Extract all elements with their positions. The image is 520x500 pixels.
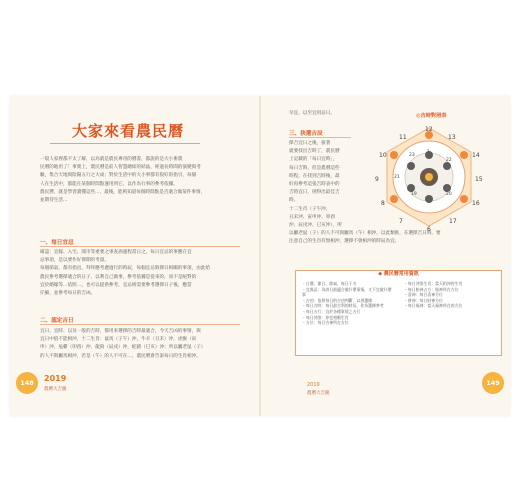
info-item: ・每日胎神占方：胎神所在方位 bbox=[404, 286, 459, 292]
body-line: 吉時宜日，則得出最佳吉 bbox=[289, 190, 340, 196]
info-item: ・日曆、節日、節氣、每日干支 bbox=[302, 281, 357, 286]
intro-line: 民曆的地用了！事實上，農民曆是前人智慧總結的結晶，經過長時間的演變與考 bbox=[40, 165, 201, 171]
body-line: 農民參考選擇適合的日子，以利自己做事，參考依據是從來的，而不是絕對的 bbox=[40, 274, 197, 280]
dial-inner-number: 20 bbox=[446, 192, 452, 197]
dial-sun-icon bbox=[425, 173, 433, 181]
dial-number: 12 bbox=[425, 126, 433, 133]
info-item: ・每日五行：宜於各種事情之五行 bbox=[302, 308, 361, 314]
info-box-title: ◆ 農民曆常用資訊 bbox=[378, 271, 419, 277]
body-line: 宜日中值不能相沖，十二生肖：鼠馬（子午）沖，牛羊（丑未）沖，虎猴（寅 bbox=[40, 337, 197, 343]
year-logo: 2019 bbox=[44, 374, 67, 383]
body-line: 申）沖，兔雞（卯酉）沖，龍狗（辰戌）沖，蛇豬（巳亥）沖；所以屬老鼠（子） bbox=[40, 345, 206, 351]
info-item: ・方位：每日吉神所在方位 bbox=[302, 320, 349, 326]
zodiac-icon bbox=[407, 184, 415, 192]
title-divider bbox=[50, 143, 200, 144]
intro-line: 農民曆，就是學習讀懂這些...，最後，能夠知道每個時間點是否適合做某件事情， bbox=[40, 189, 206, 195]
zodiac-icon bbox=[443, 184, 451, 192]
info-item: ・每日沖煞：沖犯相衝生肖 bbox=[302, 314, 349, 320]
section-heading: 二、認定吉日 bbox=[40, 318, 74, 324]
intro-paragraph bbox=[40, 156, 245, 205]
footer-year: 2019 bbox=[307, 382, 320, 388]
info-item: ・每日福神：當天福神所在的方位 bbox=[404, 303, 463, 309]
dial-inner-number: 19 bbox=[411, 192, 417, 197]
hour-dot bbox=[390, 151, 398, 159]
intro-line: 並期待生活... bbox=[40, 198, 68, 204]
body-line: 丑未沖、寅申沖、卯酉 bbox=[289, 214, 335, 220]
section-body bbox=[40, 328, 245, 361]
info-list-left bbox=[302, 281, 394, 326]
body-line: 注意自己的生肖有無相沖，選擇不會相沖的時辰為宜。 bbox=[289, 239, 400, 245]
section-heading: 三、抉選吉辰 bbox=[289, 131, 323, 137]
left-page bbox=[10, 96, 259, 416]
info-item: ・喜神：每日喜神方位 bbox=[404, 292, 443, 298]
intro-line: 一般人家裡都不太了解，以為就是農民專用的曆書，都說的是大小術農 bbox=[40, 157, 183, 162]
right-page bbox=[261, 96, 510, 416]
info-item: ・財神：每日財神方位 bbox=[404, 297, 443, 303]
body-line: 每個節氣，都有指出，拜拜應考慮過行的時辰，每個宜忌與擇日相關的事項，由此給 bbox=[40, 266, 210, 272]
dial-inner-number: 21 bbox=[394, 175, 400, 180]
zodiac-icon bbox=[443, 162, 451, 170]
page-title: 大家來看農民曆 bbox=[72, 122, 185, 140]
body-line: 確認：宜嫁、入宅、開市等重要之事查詢運程當日之，每日宜忌的事應在宜 bbox=[40, 250, 192, 255]
section-divider bbox=[289, 137, 351, 138]
intro-line: 驗，集合天地與陰陽五行之大成；對於生活中的大小事都有很好的指引，每個 bbox=[40, 173, 197, 179]
chart-title: ◎吉時對照表 bbox=[416, 113, 447, 119]
hour-dot bbox=[390, 195, 398, 203]
zodiac-icon bbox=[407, 162, 415, 170]
body-line: 十二生肖（子午沖、 bbox=[289, 206, 331, 212]
intro-line: 人在生活中，都能在某個時間點運用到它，以作為行事的參考依據。 bbox=[40, 181, 178, 187]
info-list-right bbox=[404, 281, 496, 309]
info-item: ・宜與忌：為該日最適合做什麼事情，又不宜做什麼事 bbox=[302, 286, 392, 298]
dial-number: 6 bbox=[427, 226, 431, 233]
dial-number: 11 bbox=[399, 134, 407, 141]
dial-number: 15 bbox=[475, 176, 483, 183]
body-line: 以屬老鼠（子）的人不可與屬馬（午）相沖，以此類推，在選擇吉日時，要 bbox=[289, 231, 441, 237]
dial-inner-number: 23 bbox=[409, 153, 415, 158]
hour-dot bbox=[460, 151, 468, 159]
body-line: 上記載的「每日宜時」， bbox=[289, 157, 338, 163]
info-item: ・吉凶：依照每日的吉凶判斷，以供選擇 bbox=[302, 297, 373, 303]
section-body bbox=[40, 249, 245, 298]
body-line: 時。 bbox=[289, 198, 299, 204]
body-line: 的人不與屬馬相沖，若是（午）的人不可在…，農民曆會告訴每日的生肖相沖。 bbox=[40, 353, 201, 359]
year-logo-subtitle: 農曆大吉慶 bbox=[44, 387, 67, 392]
dial-number: 16 bbox=[472, 200, 480, 207]
body-line: 好再參考這張吉時表中的 bbox=[289, 182, 340, 188]
section-divider bbox=[40, 324, 240, 325]
dial-number: 9 bbox=[375, 176, 379, 183]
body-line: 就要找出吉時了，農民曆 bbox=[289, 149, 340, 155]
book-spread bbox=[10, 96, 510, 416]
body-line: 沖、辰戌沖、巳亥沖），所 bbox=[289, 223, 342, 229]
body-line: 宜於婚嫁等…依照…，也可以提供參考，宜忌則需要參考選擇日子後，應當 bbox=[40, 282, 192, 288]
dial-number: 17 bbox=[449, 218, 457, 225]
footer-subtitle: 農曆大吉慶 bbox=[307, 391, 330, 396]
info-item: ・每日吉時：每日最吉利的時辰，作為選擇參考 bbox=[302, 303, 384, 309]
dial-number: 14 bbox=[472, 152, 480, 159]
dial-inner-number: 1 bbox=[427, 150, 430, 155]
body-line: 宜日、宜時、以及一般的吉時，都用來選擇的吉時最適合，今天吉凶的事情，與 bbox=[40, 329, 201, 334]
info-box bbox=[295, 270, 502, 356]
body-line: 每日吉時，但是農曆這些 bbox=[289, 165, 340, 171]
dial-number: 8 bbox=[381, 200, 385, 207]
body-line: 仔細，並參考每日的吉凶。 bbox=[40, 291, 96, 297]
body-line: 擇吉宜日之後，接著 bbox=[289, 141, 331, 146]
continued-text: 早宜，以至宜用忌日。 bbox=[289, 111, 335, 116]
dial-number: 10 bbox=[379, 152, 387, 159]
section-heading: 一、每日宜忌 bbox=[40, 240, 74, 246]
page-number: 149 bbox=[482, 372, 504, 394]
dial-inner-number: 22 bbox=[446, 158, 452, 163]
zodiac-icon bbox=[425, 195, 433, 203]
dial-number: 13 bbox=[448, 134, 456, 141]
hour-dot bbox=[460, 195, 468, 203]
section-divider bbox=[40, 246, 240, 247]
body-line: 忌事項，是以要作好擇期的考量。 bbox=[40, 258, 109, 264]
info-item: ・每日沖煞生肖：當天相沖的生肖 bbox=[404, 281, 463, 286]
body-line: 時程，在找到吉時後，最 bbox=[289, 173, 340, 179]
page-number: 148 bbox=[16, 372, 38, 394]
dial-number: 7 bbox=[399, 218, 403, 225]
